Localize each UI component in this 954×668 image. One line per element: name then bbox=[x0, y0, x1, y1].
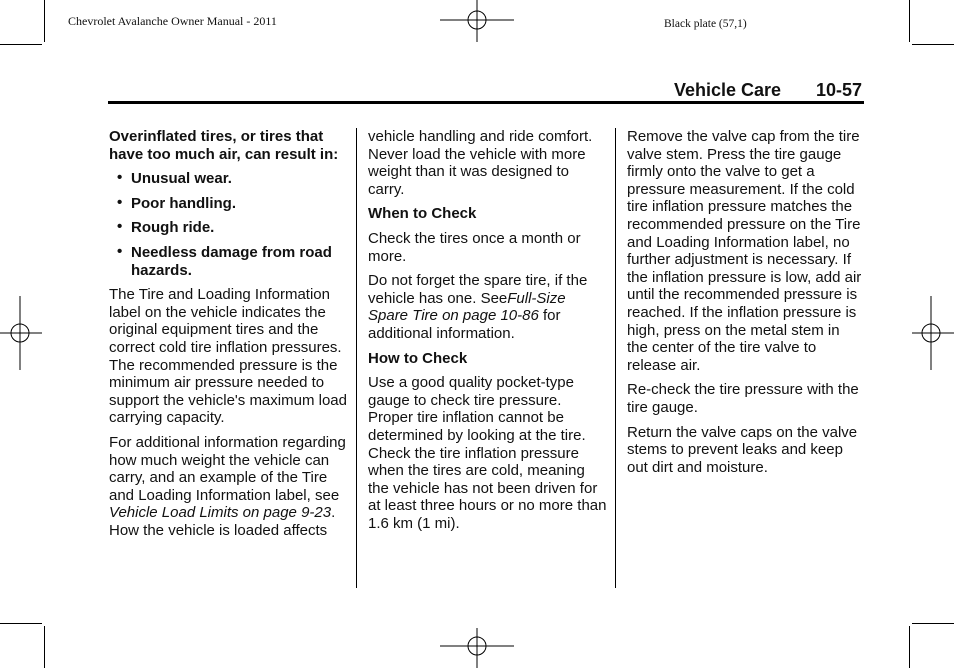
spare-tire-link[interactable]: Full-Size Spare Tire on page 10-86 bbox=[368, 289, 566, 325]
crop-mark-top-right-v bbox=[909, 0, 910, 42]
crop-mark-bottom-right-h bbox=[912, 623, 954, 624]
crop-mark-bottom-left-h bbox=[0, 623, 42, 624]
registration-mark-left bbox=[0, 296, 44, 372]
valve-cap-paragraph: Remove the valve cap from the tire valve stem. Press the tire gauge firmly onto the valve to get a pressure measurement. If the cold tire inflation pressure matches the recommended pressure on the Tire and Loading Information label, no further adjustment is necessary. If the inflation pressure is low, add air until the recommended pressure is reached. If the inflation pressure is high, press on the metal stem in the center of the tire valve to release air. bbox=[627, 128, 862, 374]
vehicle-load-limits-link[interactable]: Vehicle Load Limits on page 9-23 bbox=[109, 504, 332, 522]
spare-tire-paragraph: Do not forget the spare tire, if the vehicle has one. SeeFull-Size Spare Tire on page 10-86 for additional information. bbox=[368, 272, 588, 342]
gauge-paragraph: Use a good quality pocket-type gauge to check tire pressure. Proper tire inflation cannot be determined by looking at the tire. Check the tire inflation pressure when the tires are cold, meaning the vehicle has not been driven for at least three hours or no more than 1.6 km (1 mi). bbox=[368, 374, 607, 532]
overinflation-intro: Overinflated tires, or tires that have too much air, can result in: bbox=[109, 128, 339, 163]
additional-info-paragraph: For additional information regarding how much weight the vehicle can carry, and an example of the Tire and Loading Information label, see Vehicle Load Limits on page 9-23. How the vehicle is loaded affects bbox=[109, 433, 346, 539]
return-caps-paragraph: Return the valve caps on the valve stems to prevent leaks and keep out dirt and moisture. bbox=[627, 423, 858, 476]
print-header-title: Chevrolet Avalanche Owner Manual - 2011 bbox=[68, 14, 277, 28]
tire-label-paragraph: The Tire and Loading Information label on the vehicle indicates the original equipment tires and the correct cold tire inflation pressures. The recommended pressure is the minimum air pressure needed to support the vehicle's maximum load carrying capacity. bbox=[109, 286, 347, 427]
column-divider-1 bbox=[356, 128, 357, 588]
crop-mark-top-right-h bbox=[912, 44, 954, 45]
header-rule bbox=[108, 101, 864, 104]
handling-paragraph: vehicle handling and ride comfort. Never load the vehicle with more weight than it was designed to carry. bbox=[368, 128, 593, 198]
column-3 bbox=[627, 128, 863, 483]
crop-mark-top-left-h bbox=[0, 44, 42, 45]
list-item: • Needless damage from road hazards. bbox=[109, 244, 347, 279]
list-item: • Rough ride. bbox=[109, 219, 347, 237]
running-head-page-number: 10-57 bbox=[816, 80, 863, 100]
recheck-paragraph: Re-check the tire pressure with the tire gauge. bbox=[627, 381, 859, 416]
column-2 bbox=[368, 128, 608, 539]
when-to-check-heading: When to Check bbox=[368, 205, 477, 223]
registration-mark-top bbox=[440, 0, 516, 44]
list-item: • Unusual wear. bbox=[109, 170, 347, 188]
how-to-check-heading: How to Check bbox=[368, 349, 468, 367]
crop-mark-bottom-right-v bbox=[909, 626, 910, 668]
check-frequency-paragraph: Check the tires once a month or more. bbox=[368, 229, 581, 265]
overinflation-effects-list bbox=[109, 170, 347, 279]
registration-mark-bottom bbox=[440, 626, 516, 668]
list-item: • Poor handling. bbox=[109, 195, 347, 213]
registration-mark-right bbox=[910, 296, 954, 372]
crop-mark-top-left-v bbox=[44, 0, 45, 42]
column-1 bbox=[109, 128, 347, 546]
print-header-plate: Black plate (57,1) bbox=[664, 18, 747, 30]
column-divider-2 bbox=[615, 128, 616, 588]
running-head-section: Vehicle Care bbox=[674, 80, 782, 100]
crop-mark-bottom-left-v bbox=[44, 626, 45, 668]
